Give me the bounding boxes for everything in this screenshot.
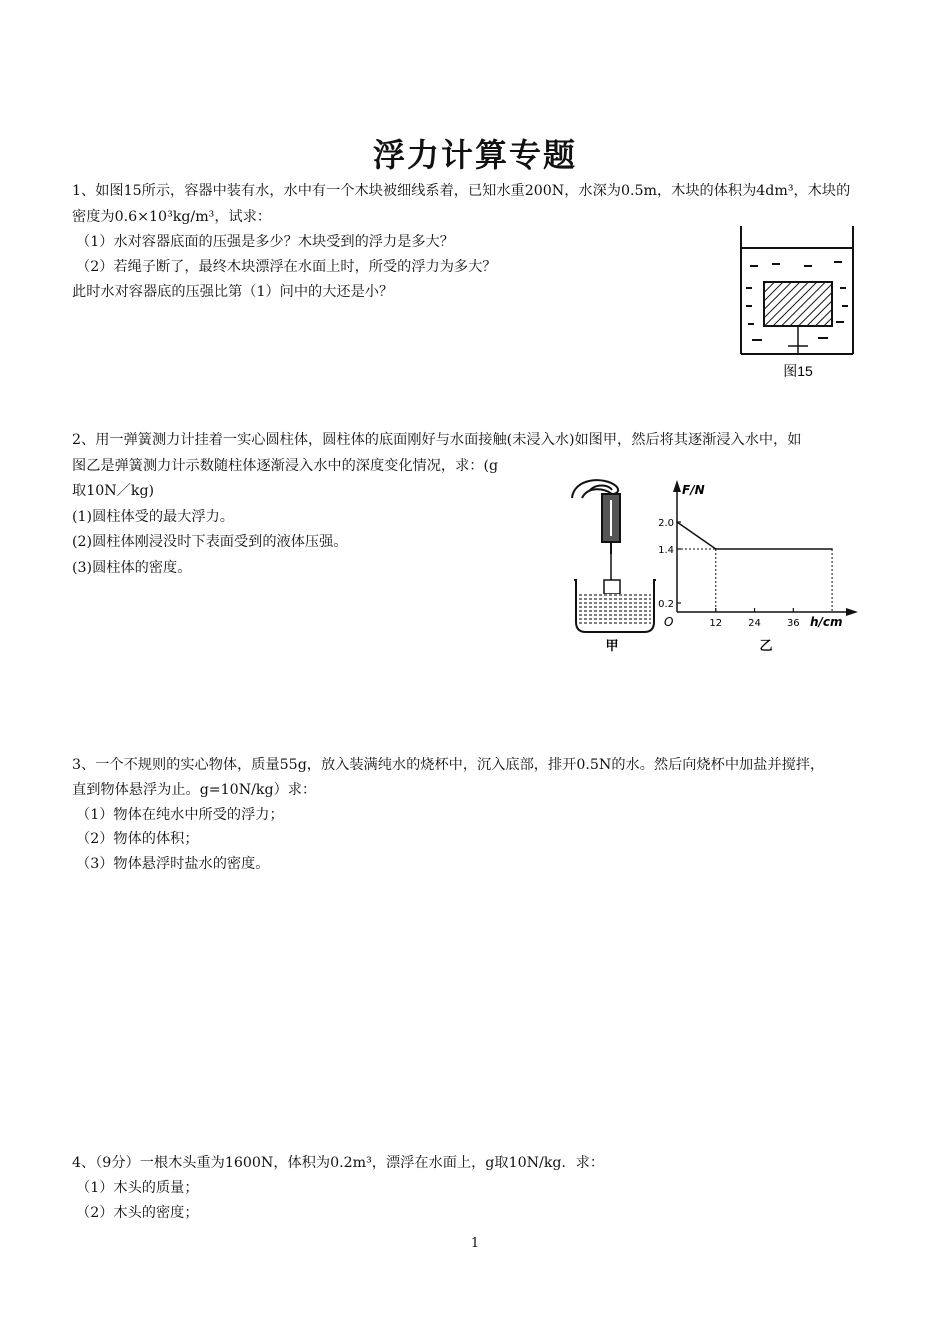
q2-line1: 2、用一弹簧测力计挂着一实心圆柱体，圆柱体的底面刚好与水面接触(未浸入水)如图甲，然后将其逐渐浸入水中，如 (72, 432, 802, 448)
q2-line2: 图乙是弹簧测力计示数随柱体逐渐浸入水中的深度变化情况，求：(g (72, 458, 499, 474)
q4-sub2: （2）木头的密度； (76, 1205, 199, 1221)
y-axis (673, 480, 681, 612)
x-tick-label: 12 (709, 618, 723, 629)
q3-sub2: （2）物体的体积； (76, 831, 199, 847)
wood-block (764, 282, 832, 326)
figure-15-container (732, 222, 862, 382)
origin-label: O (664, 615, 674, 629)
q1-line1: 1、如图15所示，容器中装有水，水中有一个木块被细线系着，已知水重200N，水深为0.5m，木块的体积为4dm³，木块的 (72, 183, 851, 199)
q2-sub3: (3)圆柱体的密度。 (72, 560, 192, 576)
x-axis-label: h/cm (810, 615, 843, 629)
figure-jia (560, 472, 660, 656)
q1-line2: 密度为0.6×10³kg/m³，试求： (72, 209, 272, 225)
x-tick-label: 24 (748, 618, 761, 629)
page-number: 1 (470, 1236, 480, 1251)
q4-sub1: （1）木头的质量； (76, 1180, 199, 1196)
q3-sub3: （3）物体悬浮时盐水的密度。 (76, 856, 270, 872)
figure-yi-chart (660, 472, 860, 656)
q1-sub2: （2）若绳子断了，最终木块漂浮在水面上时，所受的浮力为多大？ (76, 259, 497, 275)
data-point (676, 521, 678, 523)
y-tick-label: 0.2 (658, 599, 674, 610)
q2-line3: 取10N／kg) (72, 483, 155, 499)
figure-jia-label: 甲 (605, 639, 619, 654)
page-title: 浮力计算专题 (372, 136, 577, 174)
y-tick-label: 2.0 (658, 518, 674, 529)
figure-15-caption: 图15 (783, 363, 813, 379)
q1-sub3: 此时水对容器底的压强比第（1）问中的大还是小？ (72, 284, 394, 300)
data-point (715, 548, 717, 550)
x-tick-label: 36 (786, 618, 800, 629)
figure-yi-label: 乙 (759, 639, 773, 654)
spring-scale-icon (572, 480, 620, 580)
series-line (677, 522, 832, 549)
q2-sub1: (1)圆柱体受的最大浮力。 (72, 509, 234, 525)
q3-sub1: （1）物体在纯水中所受的浮力； (76, 807, 284, 823)
q1-sub1: （1）水对容器底面的压强是多少？木块受到的浮力是多大？ (76, 234, 454, 250)
q4-line1: 4、（9分）一根木头重为1600N，体积为0.2m³，漂浮在水面上，g取10N/kg．求： (72, 1155, 605, 1171)
q3-line1: 3、一个不规则的实心物体，质量55g，放入装满纯水的烧杯中，沉入底部，排开0.5N的水。然后向烧杯中加盐并搅拌， (72, 757, 825, 773)
y-axis-label: F/N (682, 483, 705, 497)
cylinder (604, 580, 620, 594)
data-point (831, 548, 833, 550)
y-tick-label: 1.4 (658, 545, 674, 556)
q2-sub2: (2)圆柱体刚浸没时下表面受到的液体压强。 (72, 534, 348, 550)
q3-line2: 直到物体悬浮为止。g=10N/kg）求： (72, 782, 317, 798)
